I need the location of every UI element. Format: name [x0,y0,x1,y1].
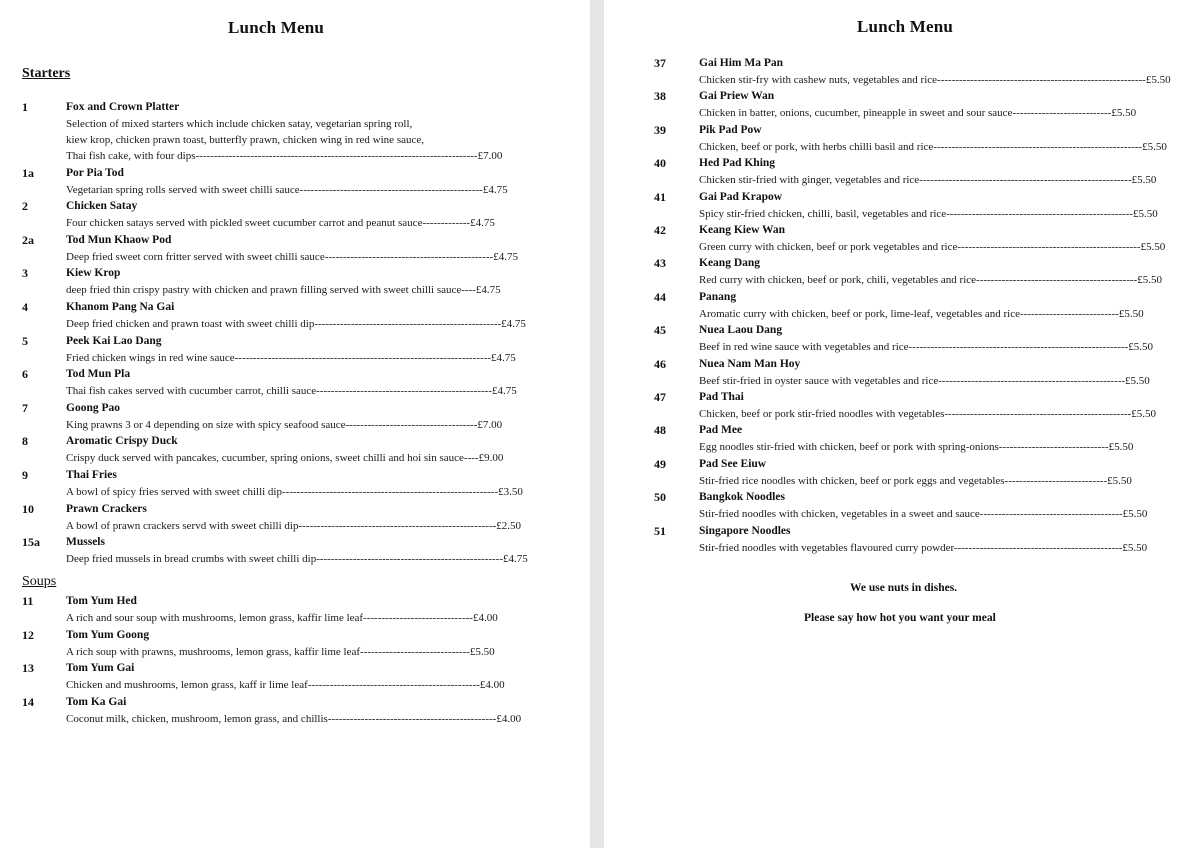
menu-item-description-line: deep fried thin crispy pastry with chicken and prawn filling served with sweet chilli sauce----£4.75 [66,284,501,297]
menu-item-description [699,206,1158,222]
menu-item-description [699,506,1147,522]
menu-item-description [66,350,516,366]
menu-item-description-line: Coconut milk, chicken, mushroom, lemon grass, and chillis----------------------------------------------£4.00 [66,712,522,725]
menu-item-description [66,644,495,660]
menu-item-description [66,711,521,727]
menu-item-description [699,473,1132,489]
menu-item-name: Gai Him Ma Pan [699,57,784,69]
menu-item-name: Pad See Eiuw [699,457,767,470]
menu-item-description-line: King prawns 3 or 4 depending on size with spicy seafood sauce------------------------------------£7.00 [66,418,503,431]
menu-item-description [699,406,1156,422]
menu-item-description-line: A bowl of prawn crackers servd with sweet chilli dip------------------------------------------------------£2.50 [66,519,522,532]
menu-item-number: 14 [22,694,34,709]
menu-item-description-line: Chicken, beef or pork, with herbs chilli basil and rice---------------------------------------------------------£5.50 [699,140,1167,153]
menu-item-description-line: Chicken in batter, onions, cucumber, pineapple in sweet and sour sauce---------------------------£5.50 [699,107,1137,120]
menu-item-name: Panang [699,290,737,303]
menu-item-name: Thai Fries [66,469,117,481]
menu-item-description-line: Chicken and mushrooms, lemon grass, kaff ir lime leaf-----------------------------------------------£4.00 [66,679,505,692]
menu-item-number: 49 [654,456,666,471]
menu-item-description [66,484,523,500]
menu-item-description-line: Stir-fried noodles with vegetables flavoured curry powder----------------------------------------------£5.50 [699,541,1148,554]
nuts-note: We use nuts in dishes. [850,582,958,594]
menu-item-name: Singapore Noodles [699,524,791,537]
menu-item-description [66,116,502,164]
menu-item-number: 2a [22,232,34,247]
menu-item-number: 41 [654,189,666,204]
menu-item-name: Pad Thai [699,391,744,403]
menu-item-description [66,610,498,626]
menu-item-number: 46 [654,356,666,371]
menu-item-name: Bangkok Noodles [699,491,785,504]
menu-item-number: 8 [22,434,28,449]
menu-item-number: 9 [22,468,28,482]
menu-item-name: Chicken Satay [66,200,138,213]
menu-item-name: Tom Yum Goong [66,628,150,641]
menu-item-name: Prawn Crackers [66,502,147,515]
menu-item-description [66,182,508,198]
menu-item-description-line: Crispy duck served with pancakes, cucumber, spring onions, sweet chilli and hoi sin sauce----£9.00 [66,452,504,465]
menu-item-description-line: Thai fish cakes served with cucumber carrot, chilli sauce------------------------------------------------£4.75 [66,385,517,398]
menu-item-description [66,450,503,466]
menu-item-number: 4 [22,300,28,314]
menu-item-number: 1a [22,165,34,180]
menu-item-name: Peek Kai Lao Dang [66,334,162,347]
menu-item-description [66,383,517,399]
menu-item-description [66,518,521,534]
menu-item-number: 48 [654,423,666,438]
menu-item-number: 37 [654,56,666,70]
menu-item-description [699,339,1153,355]
menu-item-name: Keang Dang [699,257,761,270]
menu-item-number: 38 [654,89,666,104]
menu-item-description [66,282,501,298]
menu-item-name: Tom Yum Gai [66,662,135,675]
menu-item-number: 5 [22,333,28,348]
menu-item-name: Gai Pad Krapow [699,190,783,203]
menu-item-description-line: Deep fried chicken and prawn toast with sweet chilli dip---------------------------------------------------£4.75 [66,318,526,330]
menu-item-number: 13 [22,661,34,676]
menu-item-description-line: Thai fish cake, with four dips-----------------------------------------------------------------------------£7.00 [66,150,503,162]
menu-item-description [699,272,1162,288]
menu-item-name: Tom Yum Hed [66,595,137,607]
menu-item-description [66,677,505,693]
menu-item-number: 15a [22,535,40,550]
menu-item-description-line: Beef stir-fried in oyster sauce with vegetables and rice---------------------------------------------------£5.50 [699,374,1150,387]
menu-item-description-line: Egg noodles stir-fried with chicken, beef or pork with spring-onions------------------------------£5.50 [699,441,1134,454]
menu-item-description-line: Spicy stir-fried chicken, chilli, basil, vegetables and rice---------------------------------------------------£5.50 [699,207,1158,220]
menu-item-name: Nuea Nam Man Hoy [699,357,801,370]
menu-item-number: 39 [654,122,666,137]
menu-item-name: Goong Pao [66,401,120,414]
menu-item-description-line: A rich and sour soup with mushrooms, lemon grass, kaffir lime leaf------------------------------£4.00 [66,612,498,624]
menu-item-description-line: Aromatic curry with chicken, beef or pork, lime-leaf, vegetables and rice---------------------------£5.50 [699,307,1144,320]
menu-item-description-line: Chicken, beef or pork stir-fried noodles with vegetables---------------------------------------------------£5.50 [699,408,1156,420]
menu-item-description-line: Deep fried sweet corn fritter served with sweet chilli sauce----------------------------------------------£4.75 [66,250,518,263]
menu-item-description-line: Four chicken satays served with pickled sweet cucumber carrot and peanut sauce-------------£4.75 [66,217,495,230]
menu-item-number: 40 [654,156,666,171]
menu-item-description-line: Stir-fried rice noodles with chicken, beef or pork eggs and vegetables----------------------------£5.50 [699,474,1132,487]
menu-item-name: Hed Pad Khing [699,157,776,170]
menu-item-name: Kiew Krop [66,267,121,280]
menu-item-name: Pik Pad Pow [699,123,762,136]
menu-item-name: Pad Mee [699,424,743,437]
section-heading-soups: Soups [22,574,57,589]
menu-item-name: Keang Kiew Wan [699,224,786,236]
menu-item-description [699,72,1171,88]
menu-item-name: Nuea Laou Dang [699,324,783,337]
menu-item-name: Gai Priew Wan [699,90,775,103]
menu-item-description [699,373,1150,389]
menu-item-name: Tod Mun Pla [66,368,131,381]
menu-item-description-line: A rich soup with prawns, mushrooms, lemon grass, kaffir lime leaf------------------------------£5.50 [66,645,495,658]
menu-item-description-line: Chicken stir-fried with ginger, vegetables and rice----------------------------------------------------------£5.50 [699,174,1157,187]
menu-item-number: 42 [654,223,666,237]
menu-item-number: 12 [22,627,34,642]
menu-item-number: 2 [22,199,28,214]
menu-item-name: Khanom Pang Na Gai [66,301,175,313]
menu-item-number: 47 [654,390,666,404]
menu-item-description-line: Selection of mixed starters which include chicken satay, vegetarian spring roll, [66,118,413,130]
menu-item-description [699,306,1144,322]
menu-item-description [66,316,526,332]
menu-item-description-line: Red curry with chicken, beef or pork, chili, vegetables and rice--------------------------------------------£5.50 [699,274,1162,287]
menu-item-number: 45 [654,323,666,338]
menu-item-number: 6 [22,367,28,382]
menu-item-description [699,239,1165,255]
menu-item-number: 3 [22,266,28,281]
menu-item-description-line: Beef in red wine sauce with vegetables and rice------------------------------------------------------------£5.50 [699,341,1154,354]
menu-item-number: 43 [654,256,666,271]
menu-item-name: Fox and Crown Platter [66,101,180,113]
menu-item-number: 11 [22,594,34,608]
menu-item-description [66,551,528,567]
menu-item-name: Mussels [66,536,105,549]
menu-item-description-line: A bowl of spicy fries served with sweet chilli dip-----------------------------------------------------------£3.50 [66,486,523,498]
section-heading-starters: Starters [22,66,71,81]
menu-item-name: Tom Ka Gai [66,695,127,708]
menu-item-description [66,249,518,265]
page-title: Lunch Menu [857,17,953,36]
menu-item-description [699,172,1156,188]
menu-page-right [604,0,1200,848]
menu-item-description-line: kiew krop, chicken prawn toast, butterfly prawn, chicken wing in red wine sauce, [66,134,424,146]
menu-item-name: Aromatic Crispy Duck [66,435,178,448]
menu-item-description [699,439,1133,455]
menu-item-description [66,417,502,433]
menu-item-description-line: Vegetarian spring rolls served with sweet chilli sauce--------------------------------------------------£4.75 [66,183,508,196]
menu-item-description-line: Green curry with chicken, beef or pork vegetables and rice--------------------------------------------------£5.50 [699,241,1166,253]
menu-page-left [0,0,590,848]
spice-note: Please say how hot you want your meal [804,612,996,624]
menu-item-description [699,105,1136,121]
menu-item-number: 50 [654,490,666,505]
menu-item-number: 44 [654,289,666,304]
menu-item-number: 1 [22,100,28,114]
menu-item-description [699,139,1167,155]
menu-item-number: 7 [22,400,28,415]
menu-item-number: 10 [22,501,34,516]
page-title: Lunch Menu [228,18,324,37]
menu-item-name: Tod Mun Khaow Pod [66,233,172,246]
menu-item-name: Por Pia Tod [66,166,124,179]
menu-item-description [66,215,495,231]
menu-item-description-line: Fried chicken wings in red wine sauce----------------------------------------------------------------------£4.75 [66,351,516,364]
menu-item-number: 51 [654,523,666,538]
menu-item-description-line: Deep fried mussels in bread crumbs with sweet chilli dip---------------------------------------------------£4.75 [66,553,528,566]
menu-item-description [699,540,1147,556]
menu-item-description-line: Chicken stir-fry with cashew nuts, vegetables and rice---------------------------------------------------------£5.50 [699,74,1171,86]
menu-item-description-line: Stir-fried noodles with chicken, vegetables in a sweet and sauce---------------------------------------£5.50 [699,508,1148,521]
